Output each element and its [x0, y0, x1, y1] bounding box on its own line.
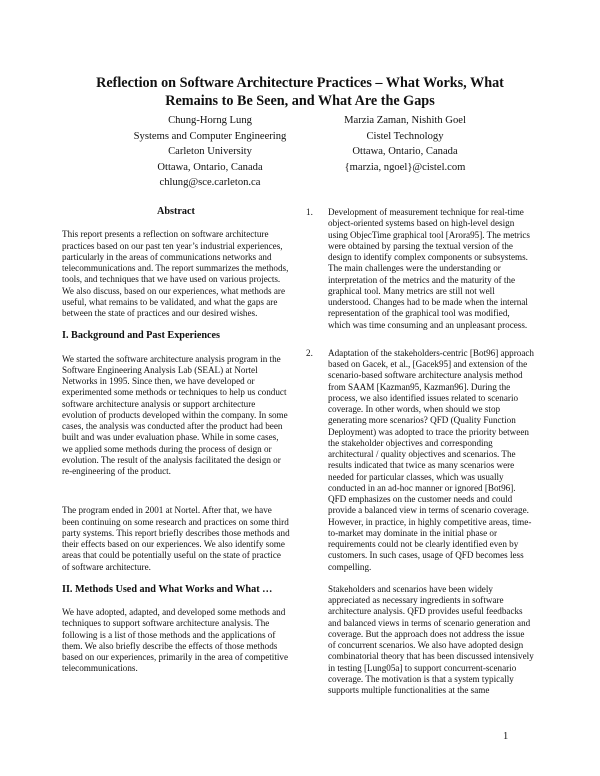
author-email: chlung@sce.carleton.ca: [159, 177, 261, 188]
author-name: Chung-Horng Lung: [168, 115, 252, 126]
abstract-text: This report presents a reflection on software architecture practices based on our past ten year’s industrial experiences, particularly in the areas of communications networks and telecommunications and. The report summarizes the methods, tools, and techniques that we have used on various projects. We also discuss, based on our experiences, what methods are useful, what remains to be validated, and what the gaps are between the state of practices and our desired wishes.: [62, 229, 289, 318]
author-affiliation: Systems and Computer Engineering: [133, 130, 287, 142]
author-block-1: [100, 113, 320, 191]
page-number: 1: [503, 731, 509, 742]
paragraph: We have adopted, adapted, and developed some methods and techniques to support software architecture analysis. The following is a list of those methods and the applications of them. We also briefly describe the effects of those methods based on our experiences, primarily in the area of competitive telecommunications.: [62, 607, 289, 674]
right-column: [306, 207, 534, 707]
list-text: Development of measurement technique for real-time object-oriented systems based on high-level design using ObjecTime graphical tool [Arora95]. The metrics were obtained by parsing the textual version of the design to identify complex components or subsystems. The main challenges were the understanding or interpretation of the metrics and the maturity of the graphical tool. Many metrics are still not well understood. Changes had to be made when the internal representation of the graphical tool was modified, which was time consuming and an unpleasant process.: [328, 207, 530, 330]
abstract-heading: Abstract: [157, 206, 195, 217]
author-institution: Carleton University: [168, 146, 252, 157]
paragraph: The program ended in 2001 at Nortel. After that, we have been continuing on some research and practices on some third party systems. This report briefly describes those methods and their effects based on our experiences. We also identify some areas that could be potentially useful on the state of practice of software architecture.: [62, 505, 290, 572]
author-affiliation: Cistel Technology: [366, 130, 444, 142]
section-heading: I. Background and Past Experiences: [62, 330, 221, 342]
paragraph: Stakeholders and scenarios have been widely appreciated as necessary ingredients in software architecture analysis. QFD provides useful feedbacks and balanced views in terms of scenario generation and coverage. But the approach does not address the issue of concurrent scenarios. We also have adopted design combinatorial theory that has been discussed intensively in testing [Lung05a] to support concurrent-scenario coverage. The motivation is that a system typically supports multiple functionalities at the same: [328, 583, 534, 695]
list-number: 1.: [306, 207, 313, 217]
list-text: Adaptation of the stakeholders-centric [Bot96] approach based on Gacek, et al., [Gacek95] and extension of the scenario-based software architecture analysis method from SAAM [Kazman95, Kazman96]. During the process, we also identified issues related to scenario coverage. In other words, when should we stop generating more scenarios? QFD (Quality Function Deployment) was adopted to trace the priority between the stakeholder objectives and corresponding architectural / quality objectives and scenarios. The results indicated that twice as many scenarios were needed for particular classes, which was usually conducted in an ad-hoc manner or ignored [Bot96]. QFD emphasizes on the customer needs and could provide a balanced view in terms of scenario coverage. However, in practice, in highly competitive areas, time-to-market may dominate in the initial phase or requirements could not be clearly identified even by customers. In such cases, usage of QFD becomes less compelling.: [328, 347, 534, 572]
author-location: Ottawa, Ontario, Canada: [157, 161, 263, 173]
author-block-2: [300, 113, 510, 175]
left-column: [62, 206, 290, 686]
author-email: {marzia, ngoel}@cistel.com: [344, 161, 466, 173]
paragraph: We started the software architecture analysis program in the Software Engineering Analysis Lab (SEAL) at Nortel Networks in 1995. Since then, we have developed or experimented some methods or techniques to help us conduct software architecture analysis or support architecture evolution of products developed within the company. In some cases, the analysis was conducted after the product had been built and was under evaluation phase. While in some cases, we applied some methods during the process of design or evolution. The result of the analysis facilitated the design or re-engineering of the product.: [62, 353, 288, 476]
paper-title: Reflection on Software Architecture Practices – What Works, What Remains to Be Seen, and What Are the Gaps: [96, 75, 504, 109]
list-number: 2.: [306, 347, 313, 358]
author-location: Ottawa, Ontario, Canada: [352, 146, 458, 157]
author-name: Marzia Zaman, Nishith Goel: [344, 115, 466, 126]
section-heading: II. Methods Used and What Works and What …: [62, 583, 273, 595]
list-item: [306, 207, 534, 331]
list-item: [306, 348, 534, 573]
